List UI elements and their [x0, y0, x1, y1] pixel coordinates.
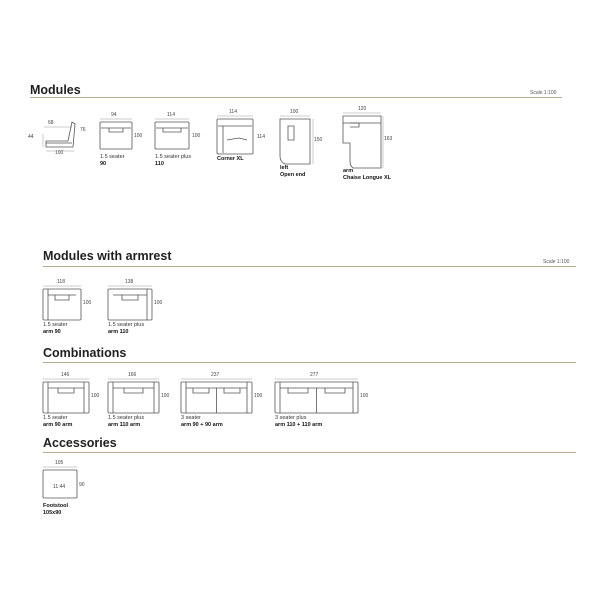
section-divider: [43, 266, 576, 267]
dim-label: 76: [80, 127, 86, 133]
module-outline: [108, 286, 154, 322]
section-title-combinations: Combinations: [43, 346, 127, 360]
section-divider: [43, 362, 576, 363]
dim-width: 120: [358, 106, 367, 112]
module-outline: [217, 116, 257, 156]
dim-depth: 90: [79, 482, 85, 488]
dim-label: 100: [55, 150, 64, 156]
dim-width: 237: [211, 372, 220, 378]
combination-caption: 1.5 seater arm 90 arm: [43, 415, 73, 428]
dim-depth: 100: [360, 393, 369, 399]
module-outline: [155, 119, 191, 151]
scale-label: Scale 1:100: [543, 259, 570, 265]
dim-depth: 100: [134, 133, 143, 139]
dim-depth: 100: [192, 133, 201, 139]
side-profile-drawing: [38, 120, 78, 150]
dim-width: 94: [111, 112, 117, 118]
dim-depth: 100: [161, 393, 170, 399]
dim-width: 146: [61, 372, 70, 378]
dim-width: 114: [229, 109, 237, 115]
module-caption: 1.5 seater plus arm 110: [108, 322, 145, 335]
module-caption: arm Chaise Longue XL: [343, 168, 391, 181]
scale-label: Scale 1:100: [530, 90, 557, 96]
module-outline: [43, 286, 85, 322]
dim-depth: 100: [254, 393, 263, 399]
dim-width: 100: [290, 109, 299, 115]
module-caption: 1.5 seater 90: [100, 154, 125, 167]
dim-depth: 100: [91, 393, 100, 399]
dim-depth: 100: [154, 300, 163, 306]
module-caption: 1.5 seater plus 110: [155, 154, 192, 167]
module-caption: left Open end: [280, 165, 306, 178]
dim-width: 118: [57, 279, 65, 285]
combination-caption: 3 seater plus arm 110 + 110 arm: [275, 415, 323, 428]
combination-outline: [108, 379, 162, 415]
section-divider: [43, 452, 576, 453]
section-title-armrest: Modules with armrest: [43, 249, 172, 263]
dim-label: 68: [48, 120, 54, 126]
combination-caption: 1.5 seater plus arm 110 arm: [108, 415, 145, 428]
combination-outline: [181, 379, 255, 415]
section-title-modules: Modules: [30, 83, 81, 97]
dim-width: 277: [310, 372, 319, 378]
dim-depth: 114: [257, 134, 265, 140]
dim-width: 138: [125, 279, 134, 285]
module-outline: [343, 113, 385, 173]
dim-width: 114: [167, 112, 175, 118]
dim-width: 105: [55, 460, 64, 466]
dim-width: 166: [128, 372, 137, 378]
dim-depth: 150: [314, 137, 323, 143]
module-outline: [280, 116, 314, 172]
combination-caption: 3 seater arm 90 + 90 arm: [181, 415, 223, 428]
module-outline: [100, 119, 134, 151]
module-caption: Corner XL: [217, 156, 244, 162]
footstool-inner-label: 11:44: [53, 484, 66, 490]
section-divider: [30, 97, 562, 98]
accessory-caption: Footstool 105x90: [43, 503, 69, 516]
dim-depth: 100: [83, 300, 92, 306]
section-title-accessories: Accessories: [43, 436, 117, 450]
dim-label: 44: [28, 134, 34, 140]
combination-outline: [43, 379, 93, 415]
combination-outline: [275, 379, 361, 415]
module-caption: 1.5 seater arm 90: [43, 322, 68, 335]
dim-depth: 163: [384, 136, 393, 142]
